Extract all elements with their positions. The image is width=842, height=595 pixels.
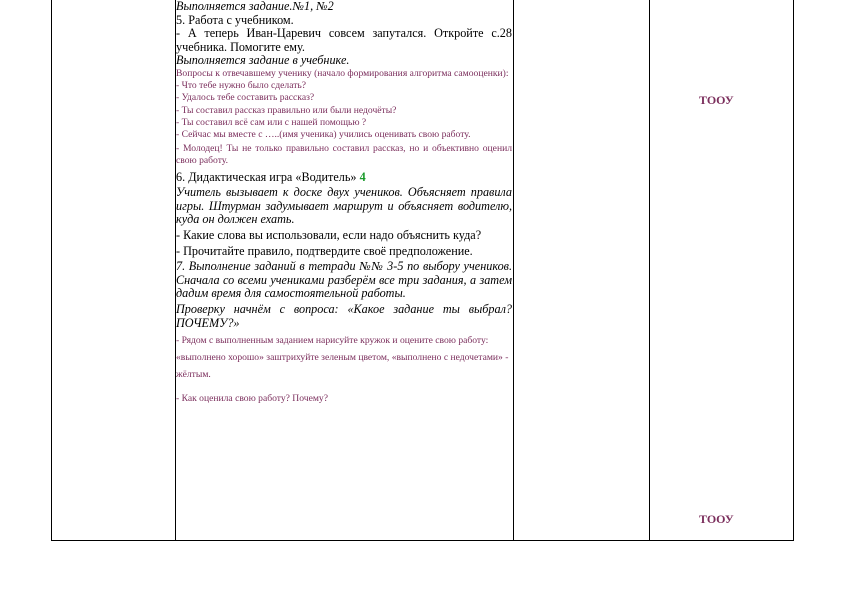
task-note-1: Выполняется задание.№1, №2 <box>176 0 334 13</box>
step-7-instruction: - Рядом с выполненным заданием нарисуйте кружок и оцените свою работу: «выполнено хорошо» заштрихуйте зеленым цветом, «выполнено с недочетами» - жёлтым. <box>176 335 509 381</box>
task-note-2: Выполняется задание в учебнике. <box>176 53 350 68</box>
tooy-label-bottom: ТООУ <box>699 512 734 526</box>
lesson-table <box>51 0 794 541</box>
step-6-heading <box>176 171 512 185</box>
column-divider-2 <box>513 0 514 540</box>
step-6-title: 6. Дидактическая игра «Водитель» <box>176 169 357 184</box>
step-5-heading: 5. Работа с учебником. <box>176 12 294 27</box>
step-5-instruction: - А теперь Иван-Царевич совсем запутался. Откройте с.28 учебника. Помогите ему. <box>176 26 512 54</box>
step-7-check: Проверку начнём с вопроса: «Какое задание ты выбрал? ПОЧЕМУ?» <box>176 301 512 330</box>
column-divider-3 <box>649 0 650 540</box>
step-6-number: 4 <box>359 169 366 184</box>
tooy-label-top: ТООУ <box>699 93 734 107</box>
question-2: - Удалось тебе составить рассказ? <box>176 92 315 104</box>
lesson-content-column <box>176 0 512 541</box>
question-1: - Что тебе нужно было сделать? <box>176 80 307 92</box>
step-6-question-1: - Какие слова вы использовали, если надо объяснить куда? <box>176 227 482 242</box>
step-7-question: - Как оценила свою работу? Почему? <box>176 393 328 405</box>
step-7-heading: 7. Выполнение заданий в тетради №№ 3-5 по выбору учеников. Сначала со всеми учениками разберём все три задания, а затем дадим время для самостоятельной работы. <box>176 259 512 301</box>
step-6-question-2: - Прочитайте правило, подтвердите своё предположение. <box>176 243 473 258</box>
questions-intro: Вопросы к отвечавшему ученику (начало формирования алгоритма самооценки): <box>176 67 509 79</box>
praise-line: - Молодец! Ты не только правильно составил рассказ, но и объективно оценил свою работу. <box>176 143 512 167</box>
question-3: - Ты составил рассказ правильно или были недочёты? <box>176 104 397 116</box>
question-4: - Ты составил всё сам или с нашей помощью ? <box>176 116 367 128</box>
step-6-description: Учитель вызывает к доске двух учеников. Объясняет правила игры. Штурман задумывает маршрут и объясняет водителю, куда он должен ехать. <box>176 185 512 227</box>
question-5: - Сейчас мы вместе с …..(имя ученика) учились оценивать свою работу. <box>176 128 471 140</box>
